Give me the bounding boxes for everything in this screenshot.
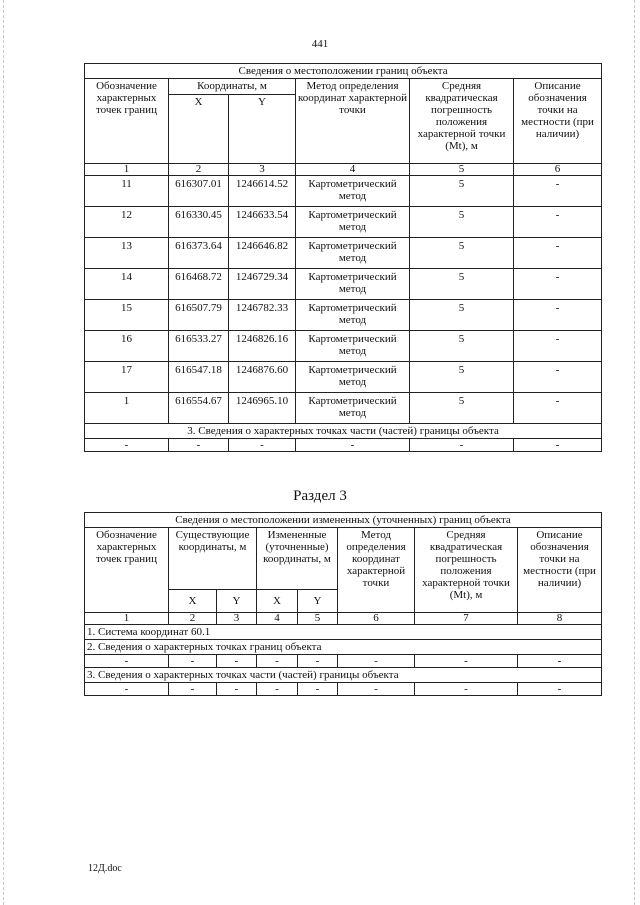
dash-cell: -	[217, 655, 257, 668]
point-id: 15	[85, 300, 169, 331]
header-designation: Обозначение характерных точек границ	[85, 528, 169, 613]
header-designation: Обозначение характерных точек границ	[85, 79, 169, 164]
dash-cell: -	[169, 439, 229, 452]
dash-cell: -	[338, 683, 415, 696]
col-number: 1	[85, 164, 169, 176]
method-cell: Картометрический метод	[296, 207, 410, 238]
dash-cell: -	[338, 655, 415, 668]
coord-y: 1246614.52	[229, 176, 296, 207]
description-cell: -	[514, 300, 602, 331]
coord-y: 1246826.16	[229, 331, 296, 362]
header-coordinates: Координаты, м	[169, 79, 296, 95]
header-method: Метод определения координат характерной точки	[338, 528, 415, 613]
dash-cell: -	[514, 439, 602, 452]
coord-x: 616307.01	[169, 176, 229, 207]
dash-cell: -	[257, 683, 298, 696]
dash-cell: -	[518, 655, 602, 668]
method-cell: Картометрический метод	[296, 393, 410, 424]
description-cell: -	[514, 331, 602, 362]
coord-y: 1246965.10	[229, 393, 296, 424]
section-title: Раздел 3	[293, 488, 347, 504]
dash-cell: -	[85, 655, 169, 668]
dash-cell: -	[296, 439, 410, 452]
coord-y: 1246876.60	[229, 362, 296, 393]
scan-edge-right	[634, 0, 637, 905]
header-y: Y	[217, 590, 257, 613]
empty-row	[85, 655, 602, 668]
accuracy-cell: 5	[410, 331, 514, 362]
table-row	[85, 331, 602, 362]
changed-boundary-table	[84, 512, 602, 696]
header-accuracy: Средняя квадратическая погрешность положения характерной точки (Mt), м	[410, 79, 514, 164]
dash-cell: -	[415, 683, 518, 696]
coord-y: 1246633.54	[229, 207, 296, 238]
coord-y: 1246782.33	[229, 300, 296, 331]
column-numbers-row	[85, 164, 602, 176]
point-id: 11	[85, 176, 169, 207]
header-method: Метод определения координат характерной точки	[296, 79, 410, 164]
table-row	[85, 176, 602, 207]
col-number: 5	[298, 613, 338, 625]
header-x: X	[169, 590, 217, 613]
header-y: Y	[229, 95, 296, 164]
scan-edge-left	[3, 0, 6, 905]
table-row	[85, 393, 602, 424]
col-number: 1	[85, 613, 169, 625]
dash-cell: -	[298, 655, 338, 668]
header-existing-coordinates: Существующие координаты, м	[169, 528, 257, 590]
accuracy-cell: 5	[410, 269, 514, 300]
dash-cell: -	[518, 683, 602, 696]
method-cell: Картометрический метод	[296, 269, 410, 300]
description-cell: -	[514, 207, 602, 238]
method-cell: Картометрический метод	[296, 238, 410, 269]
accuracy-cell: 5	[410, 300, 514, 331]
accuracy-cell: 5	[410, 176, 514, 207]
coord-x: 616533.27	[169, 331, 229, 362]
method-cell: Картометрический метод	[296, 362, 410, 393]
part-boundary-section-title: 3. Сведения о характерных точках части (частей) границы объекта	[85, 668, 602, 683]
header-changed-coordinates: Измененные (уточненные) координаты, м	[257, 528, 338, 590]
dash-cell: -	[229, 439, 296, 452]
part-boundary-section-title: 3. Сведения о характерных точках части (частей) границы объекта	[85, 424, 602, 439]
empty-row	[85, 439, 602, 452]
coord-x: 616373.64	[169, 238, 229, 269]
coord-x: 616507.79	[169, 300, 229, 331]
col-number: 2	[169, 164, 229, 176]
description-cell: -	[514, 362, 602, 393]
document-filename: 12Д.doc	[88, 863, 122, 874]
table-row	[85, 207, 602, 238]
dash-cell: -	[415, 655, 518, 668]
dash-cell: -	[169, 683, 217, 696]
coord-x: 616554.67	[169, 393, 229, 424]
point-id: 12	[85, 207, 169, 238]
method-cell: Картометрический метод	[296, 176, 410, 207]
header-x: X	[169, 95, 229, 164]
dash-cell: -	[410, 439, 514, 452]
col-number: 6	[514, 164, 602, 176]
dash-cell: -	[298, 683, 338, 696]
point-id: 1	[85, 393, 169, 424]
coord-x: 616547.18	[169, 362, 229, 393]
coord-x: 616330.45	[169, 207, 229, 238]
accuracy-cell: 5	[410, 238, 514, 269]
col-number: 3	[229, 164, 296, 176]
dash-cell: -	[217, 683, 257, 696]
point-id: 16	[85, 331, 169, 362]
col-number: 8	[518, 613, 602, 625]
col-number: 5	[410, 164, 514, 176]
point-id: 17	[85, 362, 169, 393]
points-section-title: 2. Сведения о характерных точках границ объекта	[85, 640, 602, 655]
boundary-location-table	[84, 63, 602, 452]
header-description: Описание обозначения точки на местности (при наличии)	[514, 79, 602, 164]
description-cell: -	[514, 393, 602, 424]
header-description: Описание обозначения точки на местности (при наличии)	[518, 528, 602, 613]
col-number: 4	[257, 613, 298, 625]
col-number: 6	[338, 613, 415, 625]
table-row	[85, 269, 602, 300]
table-row	[85, 238, 602, 269]
header-y: Y	[298, 590, 338, 613]
point-id: 13	[85, 238, 169, 269]
dash-cell: -	[85, 439, 169, 452]
description-cell: -	[514, 176, 602, 207]
table1-title: Сведения о местоположении границ объекта	[85, 64, 602, 79]
table-row	[85, 362, 602, 393]
description-cell: -	[514, 269, 602, 300]
dash-cell: -	[169, 655, 217, 668]
dash-cell: -	[85, 683, 169, 696]
column-numbers-row	[85, 613, 602, 625]
accuracy-cell: 5	[410, 207, 514, 238]
accuracy-cell: 5	[410, 362, 514, 393]
col-number: 7	[415, 613, 518, 625]
method-cell: Картометрический метод	[296, 300, 410, 331]
point-id: 14	[85, 269, 169, 300]
description-cell: -	[514, 238, 602, 269]
table-row	[85, 300, 602, 331]
coordinate-system-row: 1. Система координат 60.1	[85, 625, 602, 640]
coord-y: 1246729.34	[229, 269, 296, 300]
method-cell: Картометрический метод	[296, 331, 410, 362]
col-number: 4	[296, 164, 410, 176]
col-number: 2	[169, 613, 217, 625]
table2-title: Сведения о местоположении измененных (уточненных) границ объекта	[85, 513, 602, 528]
coord-y: 1246646.82	[229, 238, 296, 269]
header-accuracy: Средняя квадратическая погрешность положения характерной точки (Mt), м	[415, 528, 518, 613]
page-number: 441	[311, 38, 329, 50]
col-number: 3	[217, 613, 257, 625]
coord-x: 616468.72	[169, 269, 229, 300]
accuracy-cell: 5	[410, 393, 514, 424]
header-x: X	[257, 590, 298, 613]
empty-row	[85, 683, 602, 696]
dash-cell: -	[257, 655, 298, 668]
